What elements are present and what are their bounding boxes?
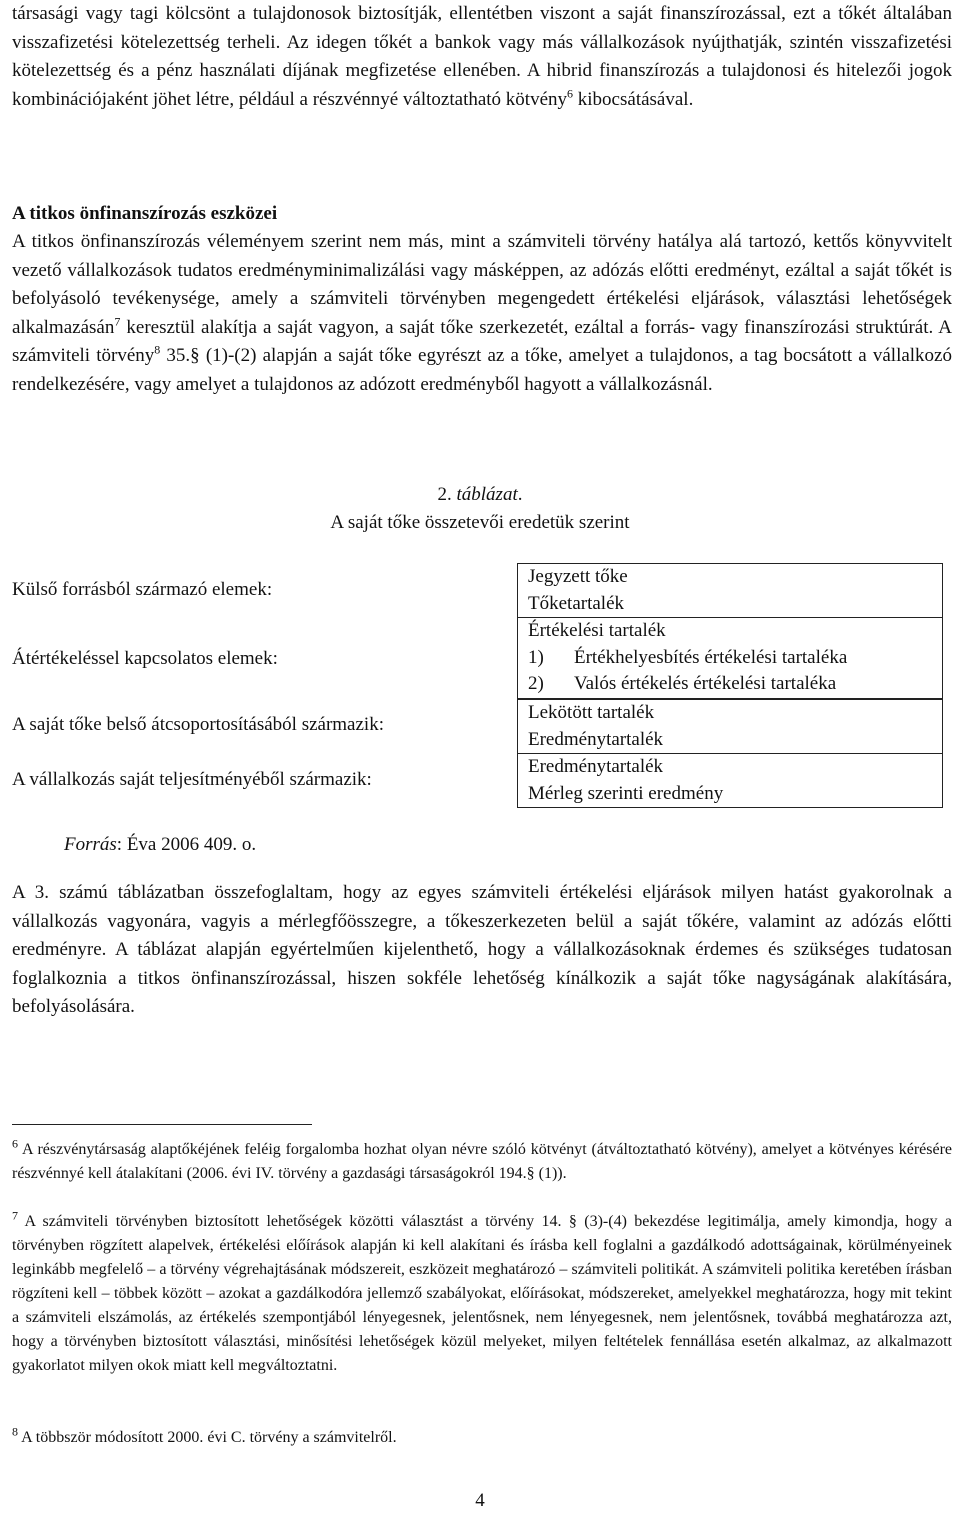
table-caption-number	[0, 481, 960, 509]
table-box-line: Eredménytartalék	[528, 728, 664, 750]
source-label: Forrás	[64, 834, 117, 855]
footnote-6	[12, 1138, 952, 1186]
table-box-external	[517, 563, 943, 618]
table-box-line: Eredménytartalék	[528, 756, 664, 777]
footnote-ref-8[interactable]: 8	[154, 342, 161, 357]
item-text: Értékhelyesbítés értékelési tartaléka	[574, 646, 848, 668]
item-number: 1)	[528, 646, 544, 668]
table-box-revaluation	[517, 617, 943, 699]
footnote-ref-7[interactable]: 7	[114, 314, 121, 329]
paragraph-text-part2: keresztül alakítja a saját vagyon, a saját tőke szerkezetét, ezáltal a forrás- vagy finanszírozási struktúrát. A számviteli törvény	[12, 316, 952, 366]
item-number: 2)	[528, 673, 544, 694]
section-heading: A titkos önfinanszírozás eszközei	[12, 203, 278, 224]
footnote-number: 8	[12, 1424, 18, 1439]
footnote-ref-6[interactable]: 6	[567, 86, 574, 101]
table-label: táblázat	[456, 484, 518, 505]
footnote-divider	[12, 1124, 312, 1125]
paragraph-financing	[12, 0, 952, 114]
table-label-dot: .	[517, 484, 523, 505]
footnote-7	[12, 1210, 952, 1378]
source-text: : Éva 2006 409. o.	[116, 834, 257, 855]
table-left-label: Átértékeléssel kapcsolatos elemek:	[12, 648, 278, 669]
table-box-line	[518, 671, 942, 698]
footnote-number: 6	[12, 1136, 18, 1151]
table-box-line	[518, 645, 942, 672]
paragraph-text-part1: A titkos önfinanszírozás véleményem szerint nem más, mint a számviteli törvény hatálya alá tartozó, kettős könyvvitelt vezető vállalkozások tudatos eredményminimalizálási vagy másképpen, az adózás előtti eredményt, ezáltal a saját tőkét is befolyásoló tevékenysége, amely a számviteli törvényben megengedett értékelési eljárások, választási lehetőségek alkalmazásán	[12, 231, 952, 338]
table-box-internal	[517, 699, 943, 754]
paragraph-text: társasági vagy tagi kölcsönt a tulajdonosok biztosítják, ellentétben viszont a saját finanszírozással, ezt a tőkét általában visszafizetési kötelezettség terheli. Az idegen tőkét a bankok vagy más vállalkozások nyújthatják, szintén visszafizetési kötelezettség és a pénz használati díjának megfizetése ellenében. A hibrid finanszírozás a tulajdonosi és hitelezői jogok kombinációjaként jöhet létre, például a részvénnyé változtatható kötvény	[12, 3, 952, 110]
footnote-text: A többször módosított 2000. évi C. törvény a számvitelről.	[18, 1429, 397, 1446]
table-box-line: Értékelési tartalék	[528, 620, 666, 641]
paragraph-self-financing	[12, 228, 952, 399]
table-caption-title: A saját tőke összetevői eredetük szerint	[330, 512, 630, 533]
item-text: Valós értékelés értékelési tartaléka	[574, 673, 837, 694]
footnote-text: A részvénytársaság alaptőkéjének feléig forgalomba hozhat olyan névre szóló kötvényt (átváltoztatható kötvény), amelyet a kötvényes kérésére részvénnyé kell átalakítani (2006. évi IV. törvény a gazdasági társaságokról 194.§ (1)).	[12, 1141, 952, 1182]
table-source	[64, 832, 256, 858]
table-box-line: Lekötött tartalék	[528, 702, 655, 723]
table-box-line: Mérleg szerinti eredmény	[528, 782, 724, 804]
table-box-performance	[517, 753, 943, 808]
paragraph-summary: A 3. számú táblázatban összefoglaltam, hogy az egyes számviteli értékelési eljárások milyen hatást gyakorolnak a vállalkozás vagyonára, vagyis a mérlegfőösszegre, a tőkeszerkezeten belül a saját tőkére, valamint az adózás előtti eredményre. A táblázat alapján egyértelműen kijelenthető, hogy a vállalkozásoknak érdemes és szükséges tudatosan foglalkoznia a titkos önfinanszírozással, hiszen sokféle lehetőség kínálkozik a saját tőke nagyságának alakítására, befolyásolására.	[12, 882, 952, 1017]
table-left-label: A saját tőke belső átcsoportosításából származik:	[12, 714, 384, 735]
footnote-text: A számviteli törvényben biztosított lehetőségek közötti választást a törvény 14. § (3)-(4) bekezdése legitimálja, amely kimondja, hogy a törvényben rögzített alapelvek, értékelési előírások alapján ki kell alakítani és írásba kell foglalni a gazdálkodó adottságainak, körülményeinek leginkább megfelelő – a törvény végrehajtásának módszereit, eszközeit meghatározó – számviteli politikát. A számviteli politika keretében írásban rögzíteni kell – többek között – azokat a gazdálkodóra jellemző szabályokat, előírásokat, módszereket, amelyekkel meghatározza, hogy mit tekint a számviteli elszámolás, az értékelés szempontjából lényegesnek, jelentősnek, nem lényegesnek, nem jelentősnek, továbbá meghatározza azt, hogy a törvényben biztosított választási, minősítési lehetőségek közül melyeket, milyen feltételek fennállása esetén alkalmaz, az alkalmazott gyakorlatot milyen okok miatt kell megváltoztatni.	[12, 1213, 952, 1374]
table-left-label: Külső forrásból származó elemek:	[12, 579, 273, 600]
table-box-line: Tőketartalék	[528, 592, 625, 614]
footnote-8	[12, 1426, 952, 1450]
paragraph-text-end: kibocsátásával.	[573, 88, 694, 110]
paragraph-text-part3: 35.§ (1)-(2) alapján a saját tőke egyrészt az a tőke, amelyet a tulajdonos, a tag bocsátott a vállalkozó rendelkezésére, vagy amelyet a tulajdonos az adózott eredményből hagyott a vállalkozásnál.	[12, 345, 952, 395]
table-number: 2.	[437, 484, 452, 505]
table-box-line: Jegyzett tőke	[528, 566, 628, 587]
footnote-number: 7	[12, 1208, 18, 1223]
page-number: 4	[475, 1490, 485, 1511]
table-left-label: A vállalkozás saját teljesítményéből származik:	[12, 769, 372, 790]
